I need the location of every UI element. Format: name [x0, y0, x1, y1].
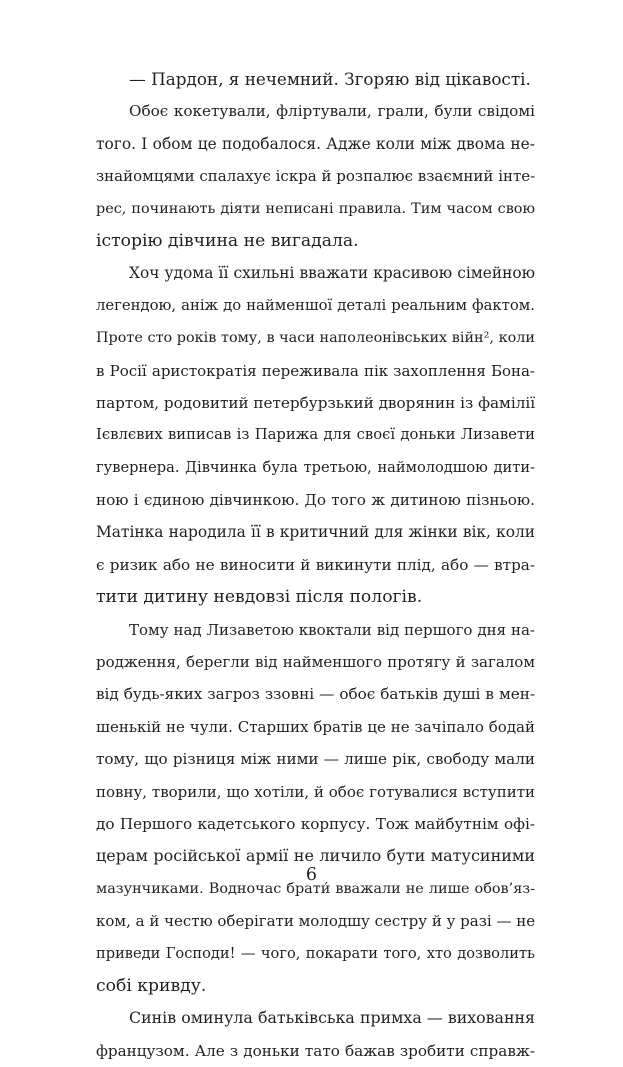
text-line: є ризик або не виносити й викинути плід, або — втра- — [96, 555, 535, 574]
text-line: легендою, аніж до найменшої деталі реальним фактом. — [96, 296, 535, 314]
text-line: мазунчиками. Водночас брати́ вважали не лише обов’яз- — [96, 880, 535, 897]
text-line: повну, творили, що хотіли, й обоє готувалися вступити — [96, 782, 535, 801]
text-line: тому, що різниця між ними — лише рік, свободу мали — [96, 750, 535, 769]
text-line: в Росії аристократія переживала пік захоплення Бона- — [96, 361, 535, 380]
text-line: собі кривду. — [96, 975, 207, 996]
text-line: знайомцями спалахує іскра й розпалює взаємний інте- — [96, 167, 536, 186]
page-number: 6 — [305, 865, 318, 885]
page-text — [96, 63, 535, 1067]
text-line: церам російської армії не личило бути матусиними — [96, 846, 535, 866]
text-line: до Першого кадетського корпусу. Тож майбутнім офі- — [96, 814, 535, 833]
text-line: історію дівчина не вигадала. — [96, 230, 359, 251]
text-line: того. І обом це подобалося. Адже коли між двома не- — [96, 134, 535, 153]
paragraph-3 — [96, 257, 535, 613]
text-line: гувернера. Дівчинка була третьою, наймолодшою дити- — [96, 458, 535, 476]
text-line: ною і єдиною дівчинкою. До того ж дитиною пізньою. — [96, 491, 535, 510]
text-line: рес, починають діяти неписані правила. Тим часом свою — [96, 200, 535, 217]
text-line: Матінка народила її в критичний для жінки вік, коли — [96, 523, 535, 542]
text-line: Проте сто років тому, в часи наполеонівських війн², коли — [96, 330, 535, 347]
paragraph-2 — [96, 95, 535, 257]
text-line: приведи Господи! — чого, покарати того, хто дозволить — [96, 944, 535, 962]
text-line: від будь-яких загроз ззовні — обоє батьків душі в мен- — [96, 685, 535, 704]
paragraph-4 — [96, 614, 535, 1003]
text-line: — Пардон, я нечемний. Згоряю від цікавості. — [129, 69, 531, 89]
text-line: тити дитину невдовзі після пологів. — [96, 587, 423, 608]
text-line: французом. Але з доньки тато бажав зробити справж- — [96, 1041, 535, 1060]
paragraph-1 — [96, 63, 535, 95]
paragraph-5 — [96, 1002, 535, 1067]
text-line: Синів оминула батьківська примха — виховання — [129, 1008, 535, 1028]
text-line: Хоч удома її схильні вважати красивою сімейною — [129, 264, 535, 283]
text-line: партом, родовитий петербурзький дворянин із фамілії — [96, 393, 536, 412]
text-line: Тому над Лизаветою квоктали від першого дня на- — [129, 620, 535, 639]
text-line: ком, а й честю оберігати молодшу сестру й у разі — не — [96, 912, 536, 931]
text-line: родження, берегли від найменшого протягу й загалом — [96, 653, 535, 672]
text-line: Ієвлєвих виписав із Парижа для своєї доньки Лизавети — [96, 426, 535, 444]
text-line: шенькій не чули. Старших братів це не зачіпало бодай — [96, 717, 535, 736]
text-line: Обоє кокетували, фліртували, грали, були свідомі — [129, 102, 535, 121]
